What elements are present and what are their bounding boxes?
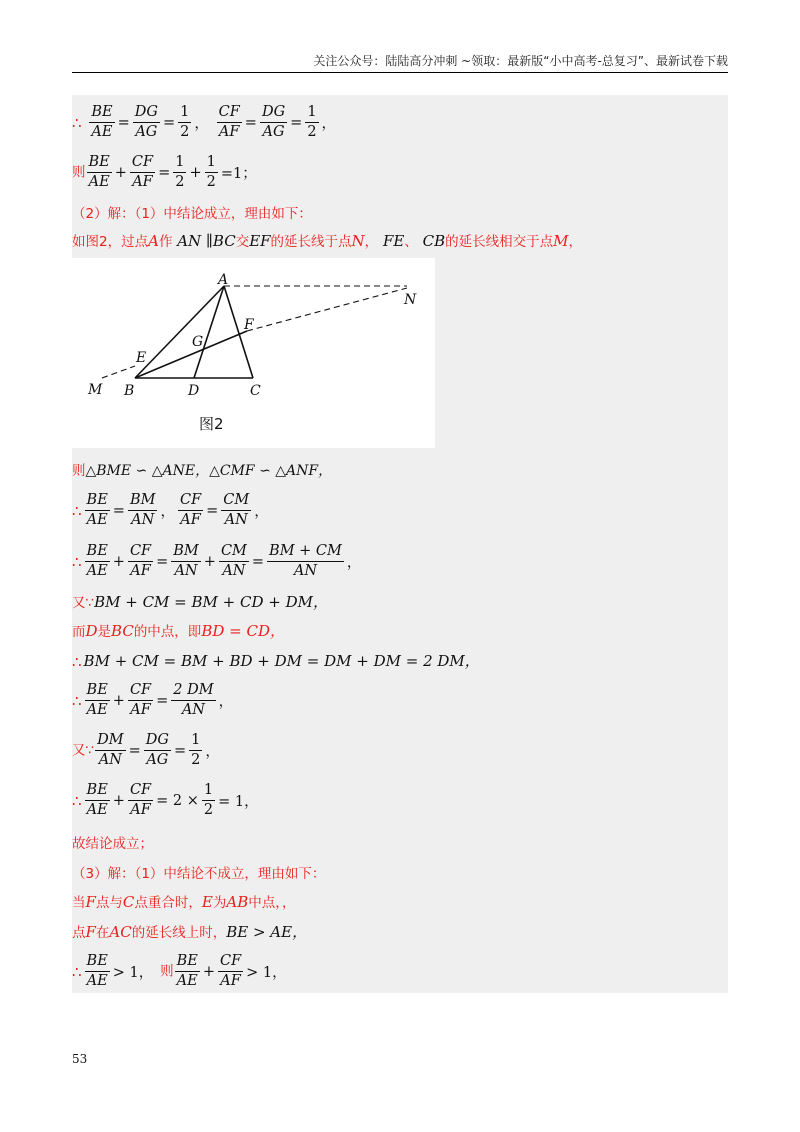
line-17: 点F在AC的延长线上时，BE > AE， [72, 923, 308, 941]
part-2-heading: （2）解：（1）中结论成立，理由如下： [72, 206, 312, 222]
label-d: D [188, 383, 200, 399]
label-g: G [192, 334, 204, 350]
line-18: ∴ $\frac{BE}{AE}$ > 1， 则 $\frac{BE}{AE}$ + $\frac{CF}{AF}$ > 1， [72, 953, 287, 989]
line-11: ∴ $\frac{BE}{AE}$ + $\frac{CF}{AF}$ = $\frac{2 DM}{AN}$ ， [72, 682, 234, 718]
segment-ad [194, 286, 224, 378]
line-16: 当F点与C点重合时，E为AB中点，， [72, 893, 296, 911]
part-3-heading: （3）解：（1）中结论不成立，理由如下： [72, 866, 326, 882]
line-10: ∴ BM + CM = BM + BD + DM = DM + DM = 2 DM， [72, 652, 480, 671]
segment-ef [135, 331, 247, 378]
solution-block [72, 95, 728, 993]
label-f: F [244, 317, 254, 333]
segment-ab [135, 286, 224, 378]
page-number: 53 [72, 1052, 88, 1066]
line-4: 如图2，过点A作 AN ∥BC交EF的延长线于点N， FE、 CB的延长线相交于点M， [72, 232, 582, 250]
label-c: C [250, 383, 261, 399]
line-8: 又∵BM + CM = BM + CD + DM， [72, 593, 329, 611]
label-m: M [88, 382, 103, 398]
line-12: 又∵ $\frac{DM}{AN}$ = $\frac{DG}{AG}$ = $\frac{1}{2}$ ， [72, 732, 220, 768]
header-rule [72, 72, 728, 73]
line-9: 而D是BC的中点，即BD = CD， [72, 622, 285, 640]
dashed-fn [247, 288, 407, 331]
line-1: ∴ $\frac{BE}{AE}$ = $\frac{DG}{AG}$ = $\frac{1}{2}$ ， $\frac{CF}{AF}$ = $\frac{DG}{AG}$ = $\frac{1}{2}$ ， [72, 104, 337, 140]
label-n: N [404, 292, 417, 308]
line-6: ∴ $\frac{BE}{AE}$ = $\frac{BM}{AN}$ ， $\frac{CF}{AF}$ = $\frac{CM}{AN}$ ， [72, 492, 269, 528]
page-header: 关注公众号：陆陆高分冲刺 ~领取：最新版“小中高考-总复习”、最新试卷下载 [313, 54, 728, 68]
geometry-figure [72, 258, 435, 448]
label-a: A [218, 272, 229, 288]
line-13: ∴ $\frac{BE}{AE}$ + $\frac{CF}{AF}$ = 2 × $\frac{1}{2}$ = 1， [72, 782, 259, 818]
line-2: 则 $\frac{BE}{AE}$ + $\frac{CF}{AF}$ = $\frac{1}{2}$ + $\frac{1}{2}$ =1； [72, 154, 257, 190]
label-e: E [136, 350, 147, 366]
label-b: B [124, 383, 135, 399]
triangle-diagram [72, 258, 435, 448]
line-5: 则△BME ∽ △ANE，△CMF ∽ △ANF， [72, 463, 333, 479]
line-7: ∴ $\frac{BE}{AE}$ + $\frac{CF}{AF}$ = $\frac{BM}{AN}$ + $\frac{CM}{AN}$ = $\frac{BM + CM}{AN}$ ， [72, 543, 362, 579]
figure-caption: 图2 [199, 415, 224, 433]
line-14: 故结论成立； [72, 836, 153, 852]
dashed-me [102, 366, 135, 378]
